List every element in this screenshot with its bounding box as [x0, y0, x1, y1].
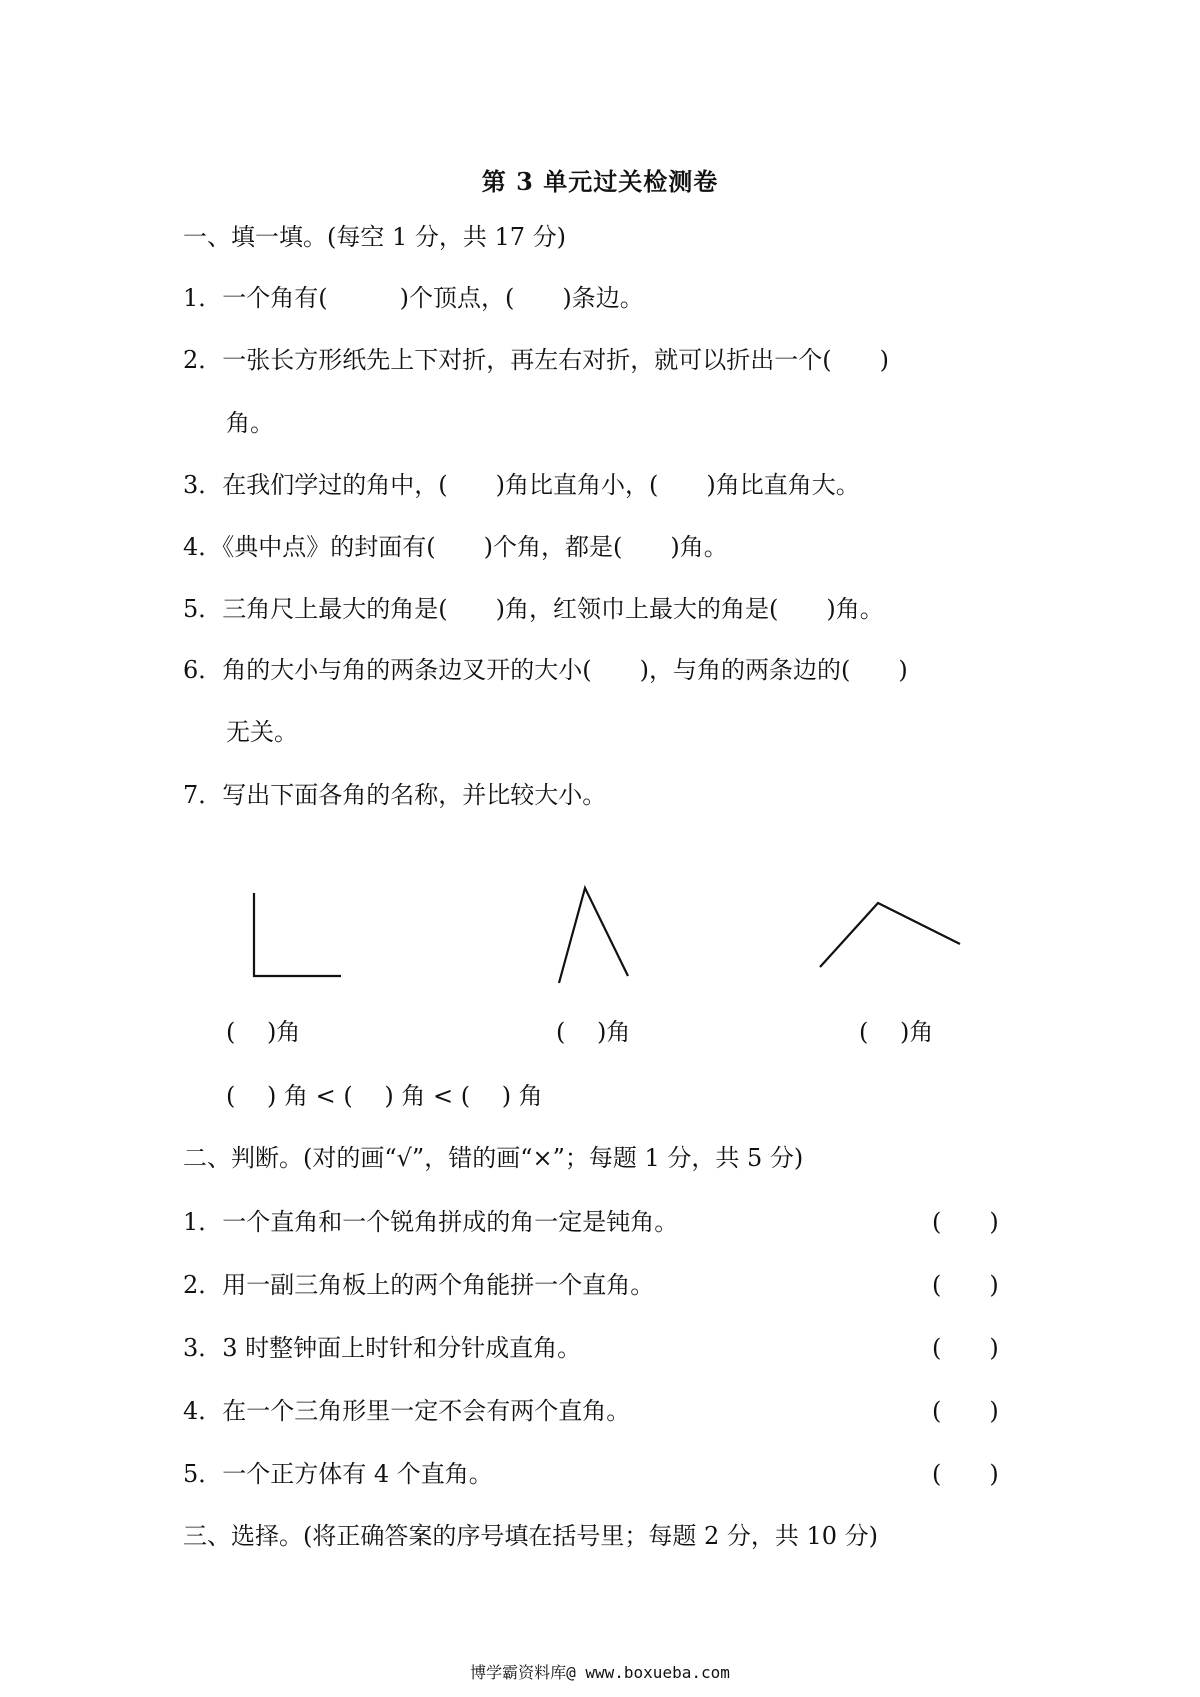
question-2: 2．一张长方形纸先上下对折，再左右对折，就可以折出一个( ) — [183, 346, 889, 374]
question-7: 7．写出下面各角的名称，并比较大小。 — [183, 781, 607, 809]
judge-item-2: 2．用一副三角板上的两个角能拼一个直角。 — [183, 1271, 655, 1299]
question-5: 5．三角尺上最大的角是( )角，红领巾上最大的角是( )角。 — [183, 595, 884, 623]
judge-item-3: 3．3 时整钟面上时针和分针成直角。 — [183, 1334, 582, 1362]
page-title: 第 3 单元过关检测卷 — [481, 167, 719, 196]
question-4: 4．《典中点》的封面有( )个角，都是( )角。 — [183, 533, 728, 561]
acute-angle-lines — [559, 888, 628, 983]
section1-heading: 一、填一填。(每空 1 分，共 17 分) — [183, 223, 567, 251]
section3-heading: 三、选择。(将正确答案的序号填在括号里；每题 2 分，共 10 分) — [183, 1522, 879, 1550]
judge-answer-box-3: ( ) — [932, 1334, 999, 1362]
judge-item-1: 1．一个直角和一个锐角拼成的角一定是钝角。 — [183, 1208, 679, 1236]
judge-answer-box-4: ( ) — [932, 1397, 999, 1425]
footer-watermark: 博学霸资料库@ www.boxueba.com — [470, 1663, 730, 1682]
question-6-continued: 无关。 — [226, 718, 298, 746]
judge-item-4: 4．在一个三角形里一定不会有两个直角。 — [183, 1397, 631, 1425]
section2-heading: 二、判断。(对的画“√”，错的画“×”；每题 1 分，共 5 分) — [183, 1144, 804, 1172]
angle-label-acute: ( )角 — [556, 1018, 631, 1046]
angle-label-obtuse: ( )角 — [859, 1018, 934, 1046]
obtuse-angle-lines — [820, 903, 960, 967]
question-3: 3．在我们学过的角中，( )角比直角小，( )角比直角大。 — [183, 471, 860, 499]
question-2-continued: 角。 — [226, 409, 274, 437]
judge-answer-box-2: ( ) — [932, 1271, 999, 1299]
angle-label-right: ( )角 — [226, 1018, 301, 1046]
question-1: 1．一个角有( )个顶点，( )条边。 — [183, 284, 644, 312]
judge-answer-box-1: ( ) — [932, 1208, 999, 1236]
right-angle-lines — [254, 893, 341, 976]
angle-comparison: ( ) 角 < ( ) 角 < ( ) 角 — [226, 1082, 543, 1110]
judge-answer-box-5: ( ) — [932, 1460, 999, 1488]
question-6: 6．角的大小与角的两条边叉开的大小( )，与角的两条边的( ) — [183, 656, 908, 684]
judge-item-5: 5．一个正方体有 4 个直角。 — [183, 1460, 493, 1488]
